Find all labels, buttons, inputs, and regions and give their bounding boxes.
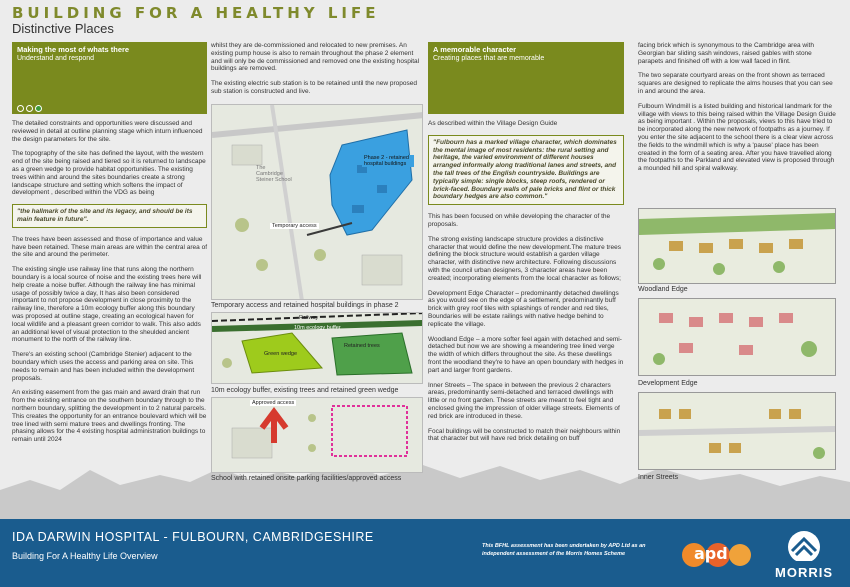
vdg-quote: "Fulbourn has a marked village character, which dominates the mental image of most residents: the rural setting and heritage, the varied environment of different houses arranged informally along traditional lanes and streets, and the tall trees of the English countryside. Buildings are typically simple: single blocks, steep roofs, rendered or brick-faced. Boundary walls of pale bricks and flint or thick boundary hedges are also common." bbox=[428, 135, 624, 205]
page-subtitle: Distinctive Places bbox=[12, 21, 114, 36]
map-label-phase-2: Phase 2 - retained hospital buildings bbox=[362, 155, 414, 167]
page-title: BUILDING FOR A HEALTHY LIFE bbox=[12, 4, 380, 22]
assessment-note-line: This BFHL assessment has been undertaken by APD Ltd as an bbox=[482, 543, 646, 549]
site-plan-1 bbox=[212, 105, 423, 300]
character-plan-1 bbox=[639, 209, 836, 284]
map-label-green-wedge: Green wedge bbox=[264, 351, 298, 357]
traffic-light-rating bbox=[17, 105, 202, 112]
map-school-access bbox=[211, 397, 423, 473]
section-subheading: Creating places that are memorable bbox=[433, 55, 545, 62]
paragraph: The strong existing landscape structure provides a distinctive character that would define the new development.The mature trees defining the block structure would establish a garden village character, with distinctive new architecture. Following discussions with the council urban designers, 3 character areas have been created; incorporating elements from the local character as follows; bbox=[428, 235, 621, 282]
paragraph: Focal buildings will be constructed to match their neighbours within that character but will have red brick detailing on buff bbox=[428, 427, 621, 443]
map-label-school: The Cambridge Steiner School bbox=[256, 165, 292, 183]
paragraph: This has been focused on while developing the character of the proposals. bbox=[428, 213, 611, 228]
map-label-temporary-access: Temporary access bbox=[272, 223, 317, 229]
paragraph: The existing electric sub station is to be retained until the new proposed sub station is constructed and live. bbox=[211, 80, 417, 95]
section-heading: Making the most of whats there bbox=[17, 45, 130, 54]
paragraph: The trees have been assessed and those of importance and value have been retained. These main areas are within the central area of the site and around the perimeter. bbox=[12, 235, 207, 259]
character-plan-2 bbox=[639, 299, 836, 376]
map-caption: 10m ecology buffer, existing trees and retained green wedge bbox=[211, 387, 399, 394]
paragraph: The existing single use railway line that runs along the northern boundary is a local source of noise and the existing trees here will help create a noise buffer. Although the railway line has minimal usage of possibly twice a day, It has also been considered important to not propose development in close proximity to the railway line, therefore a 10m ecology buffer along this boundary was proposed at outline stage, creating an ecological haven for local wildlife and a pleasant green corridor to walk. This also adds an additional level of visual protection to the sheulded ancient monument to the north of the railway line. bbox=[12, 266, 202, 344]
apd-logo: apd bbox=[680, 531, 752, 573]
paragraph: The topography of the site has defined the layout, with the western end of the site being raised and tiered so it is returned to landscape as a green wedge to provide habitat opportunities. The existing trees within and around the sites boundaries create a strong landscape structure and setting which softens the impact of development , described within the VDG as being bbox=[12, 150, 206, 197]
section-header-box bbox=[12, 42, 207, 114]
site-plan-woodland-edge bbox=[638, 208, 836, 284]
character-area-label: Inner Streets bbox=[638, 474, 679, 481]
red-rating-icon bbox=[17, 105, 24, 112]
assessment-note-line: independent assessment of the Morris Homes Scheme bbox=[482, 551, 626, 557]
paragraph: Inner Streets – The space in between the previous 2 characters areas, predominantly semi-detached and terraced dwellings with little or no front garden. These streets are meant to feel tight and enclosed giving the impression of older village streets. Elements of red brick are introduced in these. bbox=[428, 381, 620, 420]
map-ecology-buffer bbox=[211, 312, 423, 384]
map-temporary-access bbox=[211, 104, 423, 300]
paragraph: The two separate courtyard areas on the front shown as terraced squares are designed to replicate the alms houses that you can see in and around the area. bbox=[638, 72, 833, 95]
paragraph: As described within the Village Design Guide bbox=[428, 120, 558, 127]
project-title: IDA DARWIN HOSPITAL - FULBOURN, CAMBRIDGESHIRE bbox=[12, 530, 374, 544]
paragraph: An existing easement from the gas main and award drain that run from the existing entrance on the southern boundary through to the northern boundary, splitting the development in to 2 natural parcels. This creates the opportunity for an entrance boulevard which will be tree lined with semi mature trees and dwellings fronting. The phasing allows for the 4 existing hospital administration buildings to remain until 2024 bbox=[12, 389, 207, 444]
character-plan-3 bbox=[639, 393, 836, 470]
column-character-areas bbox=[638, 42, 836, 180]
section-heading: A memorable character bbox=[433, 45, 517, 54]
map-label-retained-trees: Retained trees bbox=[344, 343, 380, 349]
paragraph: whilst they are de-commissioned and relocated to new premises. An existing pump house is also to remain throughout the phase 2 element and will only be de commissioned and removed one the existing hospital buildings are removed. bbox=[211, 42, 420, 73]
column-making-the-most bbox=[12, 42, 207, 451]
assessment-note bbox=[482, 542, 646, 558]
paragraph: There's an existing school (Cambridge Stenier) adjacent to the boundary which uses the access and parking area on site. This needs to remain and has been included within the development proposals. bbox=[12, 351, 195, 382]
map-caption: Temporary access and retained hospital buildings in phase 2 bbox=[211, 302, 399, 309]
map-label-approved-access: Approved access bbox=[252, 400, 295, 406]
paragraph: facing brick which is synonymous to the Cambridge area with Georgian bar sliding sash windows, raised gables with stone parapets and finished off with a low wall faced in flint. bbox=[638, 42, 814, 65]
map-label-railway: Railway bbox=[299, 315, 319, 321]
site-plan-development-edge bbox=[638, 298, 836, 376]
map-caption: School with retained onsite parking facilities/approved access bbox=[211, 475, 402, 482]
paragraph: Development Edge Character – predominantly detached dwellings as you would see on the edge of a settlement, predominantly buff brick with grey roof tiles with splashings of render and red tiles, Boundaries will be estate railings with native hedge behind to replicate the village. bbox=[428, 289, 619, 328]
morris-logo: MORRIS bbox=[764, 525, 844, 583]
amber-rating-icon bbox=[26, 105, 33, 112]
paragraph: Woodland Edge – a more softer feel again with detached and semi-detached but now we are showing a meandering tree lined verge the width of which differs throughout the site. As these dwellings front the woodland they're to have an open boundary with hedges in part and larger front gardens. bbox=[428, 335, 624, 374]
site-plan-inner-streets bbox=[638, 392, 836, 470]
column-memorable-character bbox=[428, 42, 624, 450]
footer-bar bbox=[0, 519, 850, 587]
site-plan-2 bbox=[212, 313, 423, 384]
green-rating-icon bbox=[35, 105, 42, 112]
vdg-quote: "the hallmark of the site and its legacy, and should be its main feature in future". bbox=[12, 204, 207, 228]
section-subheading: Understand and respond bbox=[17, 55, 95, 62]
paragraph: Fulbourn Windmill is a listed building and historical landmark for the village with views to this being raised within the Village Design Guide as being important . Within the proposals, views to this have tried to be incorporated along the new network of footpaths as a journey. If you enter the site adjacent to the school there is a clear view across the fields to the windmill which is why a 'pause' place has been created in the form of a seating area. After you have travelled along the footpaths to the Parkland and elevated view is proposed through a mounded hill and spiral walkway. bbox=[638, 102, 836, 173]
project-subtitle: Building For A Healthy Life Overview bbox=[12, 551, 158, 561]
column-site-maps bbox=[211, 42, 423, 103]
paragraph: The detailed constraints and opportunities were discussed and reviewed in detail at outline planning stage which inturn influenced the design parameters for the site. bbox=[12, 120, 203, 143]
character-area-label: Woodland Edge bbox=[638, 286, 688, 293]
site-plan-3 bbox=[212, 398, 423, 473]
section-header-box bbox=[428, 42, 624, 114]
map-label-ecology-buffer: 10m ecology buffer bbox=[294, 325, 341, 331]
morris-logo-icon bbox=[764, 525, 844, 561]
character-area-label: Development Edge bbox=[638, 380, 698, 387]
